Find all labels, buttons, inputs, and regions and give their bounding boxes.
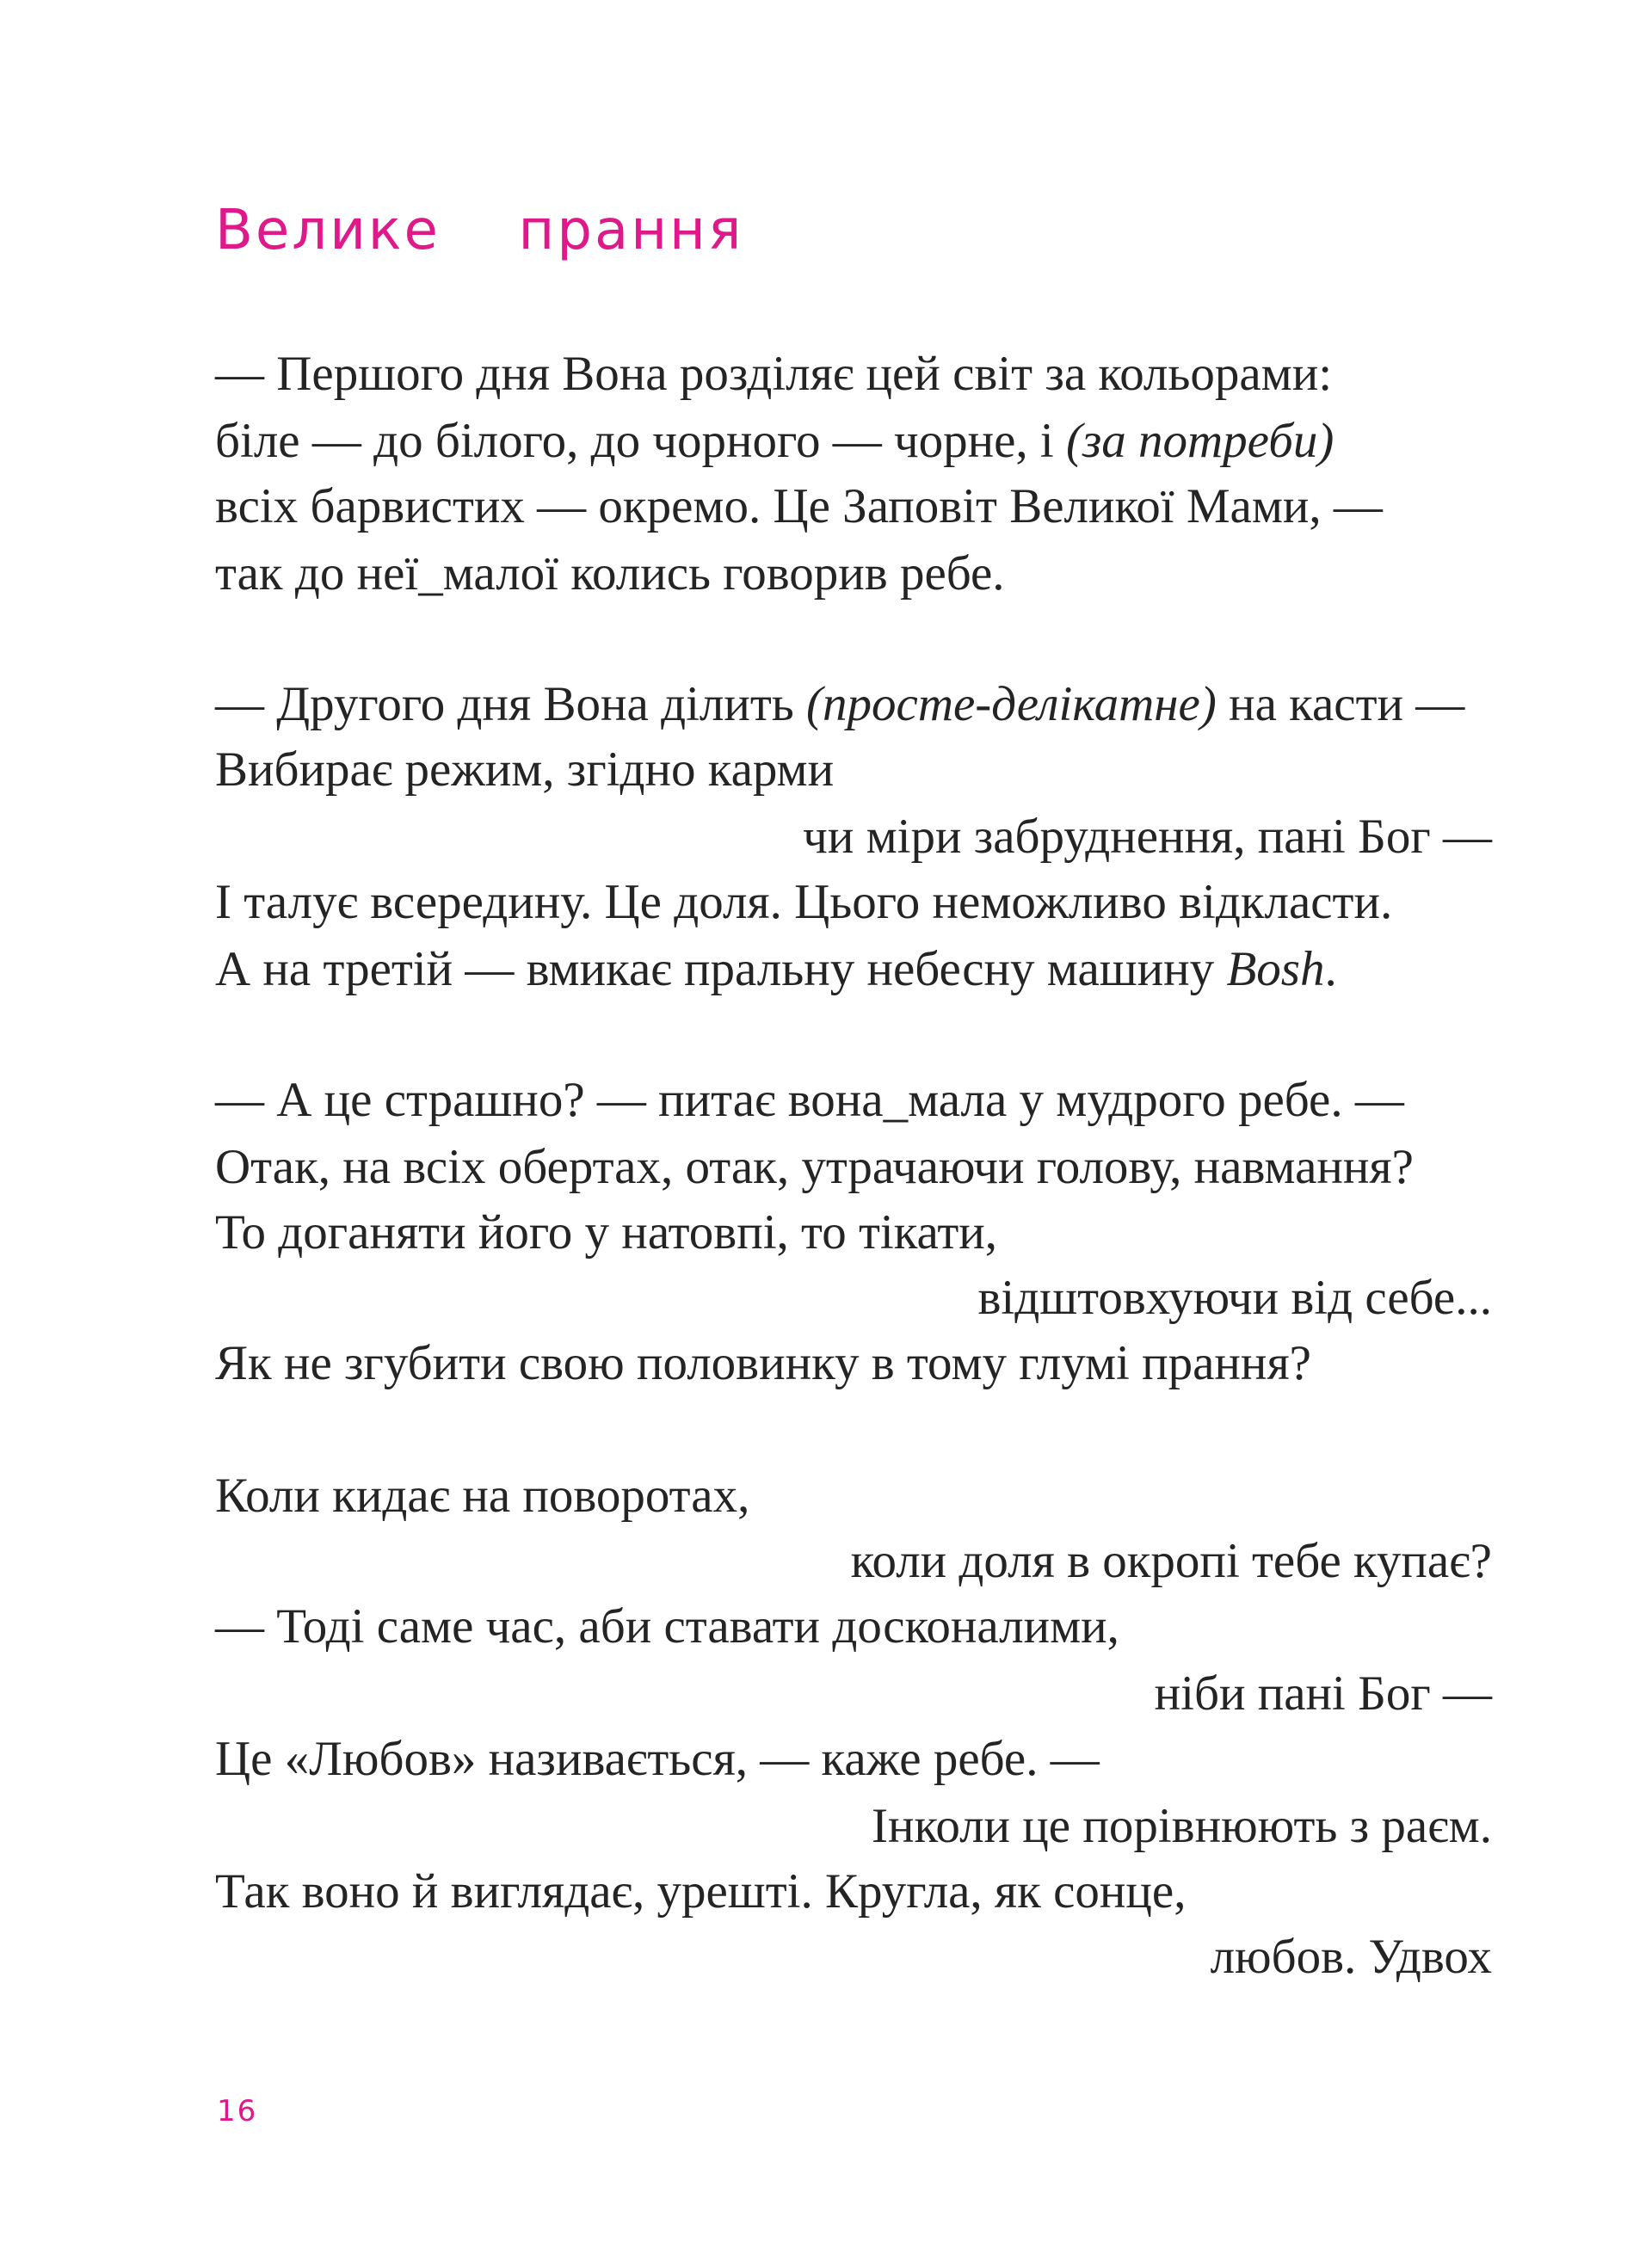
poem-line: Так воно й виглядає, урешті. Кругла, як сонце, — [215, 1864, 1187, 1919]
line-text: — Другого дня Вона ділить — [215, 677, 807, 731]
poem-line-right: чи міри забруднення, пані Бог — — [803, 810, 1492, 864]
italic-aside: (за потреби) — [1066, 414, 1335, 468]
poem-line: Це «Любов» називається, — каже ребе. — — [215, 1732, 1100, 1786]
poem-title: Велике прання — [215, 199, 744, 262]
poem-line — [215, 414, 1334, 469]
poem-line: Отак, на всіх обертах, отак, утрачаючи голову, навмання? — [215, 1140, 1414, 1194]
poem-line-right: ніби пані Бог — — [1154, 1666, 1492, 1721]
line-text: біле — до білого, до чорного — чорне, і — [215, 414, 1067, 468]
poem-line: Коли кидає на поворотах, — [215, 1469, 750, 1523]
italic-aside: (просте-делікатне) — [806, 677, 1217, 731]
italic-brand: Bosh — [1226, 942, 1325, 996]
poem-line: — Першого дня Вона розділяє цей світ за кольорами: — [215, 347, 1333, 401]
poem-line-right: відштовхуючи від себе... — [977, 1271, 1492, 1325]
poem-line-right: Інколи це порівнюють з раєм. — [872, 1799, 1492, 1853]
poem-line: так до неї_малої колись говорив ребе. — [215, 546, 1005, 601]
line-text: на касти — — [1216, 677, 1465, 731]
poem-line: То доганяти його у натовпі, то тікати, — [215, 1205, 998, 1260]
poem-line-right: коли доля в окропі тебе купає? — [850, 1534, 1492, 1588]
poem-line: всіх барвистих — окремо. Це Заповіт Великої Мами, — — [215, 479, 1383, 533]
line-text: А на третій — вмикає пральну небесну машину — [215, 942, 1227, 996]
poem-line: І талує всередину. Це доля. Цього неможливо відкласти. — [215, 875, 1393, 929]
page-number: 16 — [217, 2094, 258, 2128]
poem-line: Як не згубити свою половинку в тому глумі прання? — [215, 1336, 1311, 1390]
poem-line — [215, 677, 1464, 732]
poem-line: Вибирає режим, згідно карми — [215, 742, 835, 797]
poem-line: — А це страшно? — питає вона_мала у мудрого ребе. — — [215, 1073, 1404, 1127]
poem-line-right: любов. Удвох — [1210, 1930, 1492, 1984]
poem-line: — Тоді саме час, аби ставати досконалими, — [215, 1599, 1119, 1654]
line-text: . — [1324, 942, 1337, 996]
poem-line — [215, 942, 1337, 997]
